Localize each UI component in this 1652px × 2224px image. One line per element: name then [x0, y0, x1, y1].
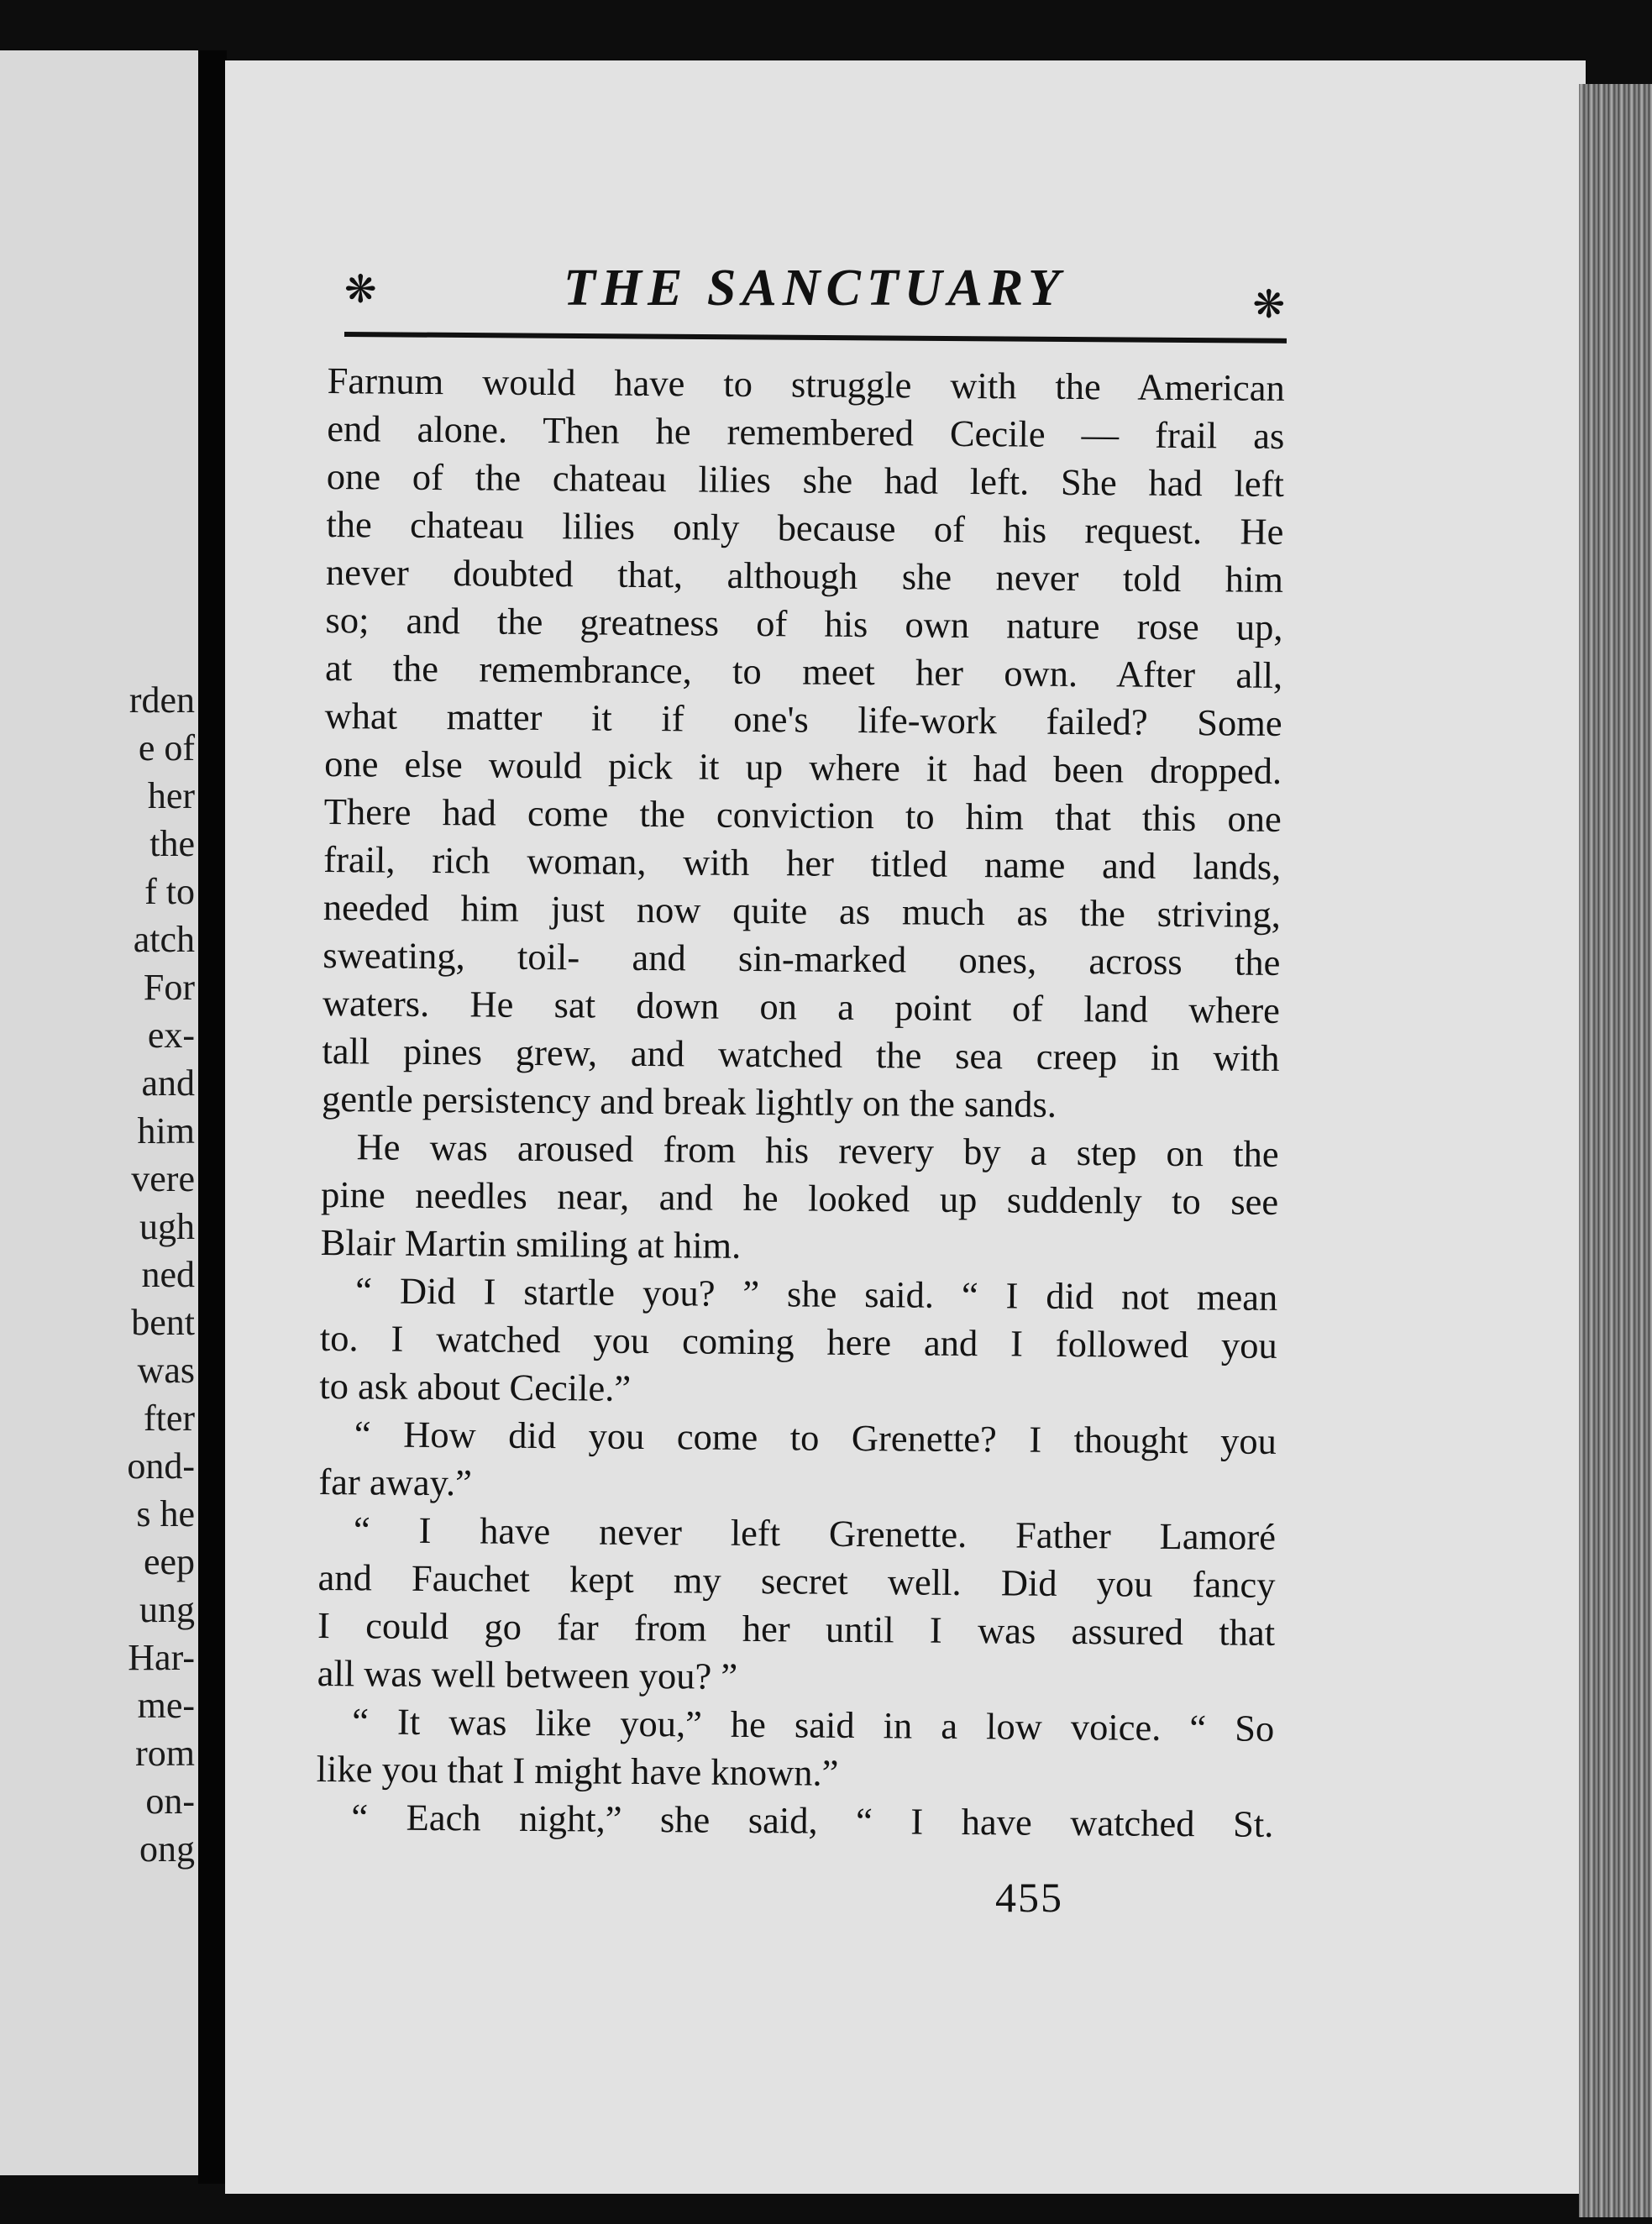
text-line: one of the chateau lilies she had left. She had left	[326, 454, 1285, 505]
facing-page-fragment: her	[147, 775, 195, 816]
text-line: “ I have never left Grenette. Father Lamoré	[353, 1508, 1277, 1558]
facing-page-fragment: and	[141, 1062, 195, 1104]
text-line: never doubted that, although she never told him	[325, 550, 1284, 601]
page-number: 455	[995, 1874, 1063, 1921]
page-edges	[1579, 84, 1652, 2217]
facing-page-fragment: ex-	[147, 1015, 195, 1056]
text-line: so; and the greatness of his own nature rose up,	[325, 598, 1283, 648]
text-line: needed him just now quite as much as the striving,	[323, 885, 1282, 936]
facing-page-fragment: ond-	[127, 1445, 195, 1487]
facing-page-fragment: e of	[138, 727, 195, 768]
text-line: “ How did you come to Grenette? I thought you	[354, 1413, 1277, 1462]
text-line: There had come the conviction to him that this one	[323, 789, 1282, 840]
text-line: frail, rich woman, with her titled name and lands,	[323, 837, 1282, 888]
facing-page-fragment: s he	[136, 1493, 195, 1534]
facing-page-fragment: him	[137, 1110, 195, 1151]
text-line: to. I watched you coming here and I followed you	[319, 1316, 1277, 1366]
text-line: to ask about Cecile.”	[319, 1364, 632, 1409]
text-line: end alone. Then he remembered Cecile — frail as	[327, 407, 1285, 457]
text-line: Blair Martin smiling at him.	[320, 1220, 742, 1267]
text-line: and Fauchet kept my secret well. Did you fancy	[317, 1555, 1276, 1606]
text-line: pine needles near, and he looked up suddenly to see	[320, 1172, 1279, 1223]
facing-page-fragment: bent	[131, 1302, 195, 1343]
facing-page-left	[0, 50, 200, 2175]
facing-page-fragment: vere	[131, 1158, 195, 1199]
facing-page-fragment: ung	[139, 1589, 195, 1630]
text-line: the chateau lilies only because of his request. He	[326, 502, 1284, 553]
book-gutter	[198, 50, 227, 2184]
ornament-left-icon: ❋	[344, 268, 377, 311]
text-line: sweating, toil- and sin-marked ones, across the	[323, 933, 1281, 983]
text-line: waters. He sat down on a point of land where	[322, 981, 1281, 1031]
facing-page-fragment: on-	[145, 1781, 195, 1822]
facing-page-fragment: rden	[128, 679, 195, 721]
facing-page-fragment: was	[137, 1350, 195, 1391]
facing-page-fragment: me-	[137, 1685, 195, 1726]
text-line: “ Each night,” she said, “ I have watched St.	[351, 1796, 1274, 1845]
text-line: Farnum would have to struggle with the American	[327, 359, 1285, 409]
text-line: “ Did I startle you? ” she said. “ I did not mean	[355, 1269, 1278, 1319]
text-line: what matter it if one's life-work failed? Some	[324, 694, 1282, 744]
facing-page-fragment: the	[149, 823, 195, 864]
running-header	[344, 252, 1285, 344]
facing-page-fragment: eep	[143, 1541, 195, 1582]
facing-page-fragment: fter	[143, 1398, 195, 1439]
facing-page-fragment: ugh	[139, 1206, 195, 1247]
facing-page-fragment: atch	[133, 919, 195, 960]
text-line: gentle persistency and break lightly on the sands.	[321, 1077, 1057, 1125]
facing-page-fragment: ong	[139, 1828, 195, 1870]
text-line: all was well between you? ”	[317, 1651, 738, 1697]
facing-page-fragment: rom	[135, 1733, 195, 1774]
text-line: like you that I might have known.”	[316, 1747, 839, 1794]
text-line: at the remembrance, to meet her own. After all,	[324, 646, 1283, 696]
text-line: He was aroused from his revery by a step on the	[356, 1125, 1279, 1175]
facing-page-fragment: f to	[144, 871, 195, 912]
text-line: far away.”	[318, 1460, 473, 1504]
body-text	[316, 357, 1285, 1849]
facing-page-fragment: Har-	[128, 1637, 195, 1678]
text-line: “ It was like you,” he said in a low voice. “ So	[352, 1700, 1275, 1749]
facing-page-text-fragments	[127, 676, 195, 1873]
text-line: tall pines grew, and watched the sea creep in with	[322, 1029, 1280, 1079]
running-title: THE SANCTUARY	[563, 260, 1067, 317]
ornament-right-icon: ❋	[1252, 283, 1285, 326]
text-line: one else would pick it up where it had been dropped.	[324, 742, 1282, 792]
facing-page-fragment: For	[143, 967, 195, 1008]
facing-page-fragment: ned	[141, 1254, 195, 1295]
text-line: I could go far from her until I was assured that	[317, 1603, 1276, 1654]
